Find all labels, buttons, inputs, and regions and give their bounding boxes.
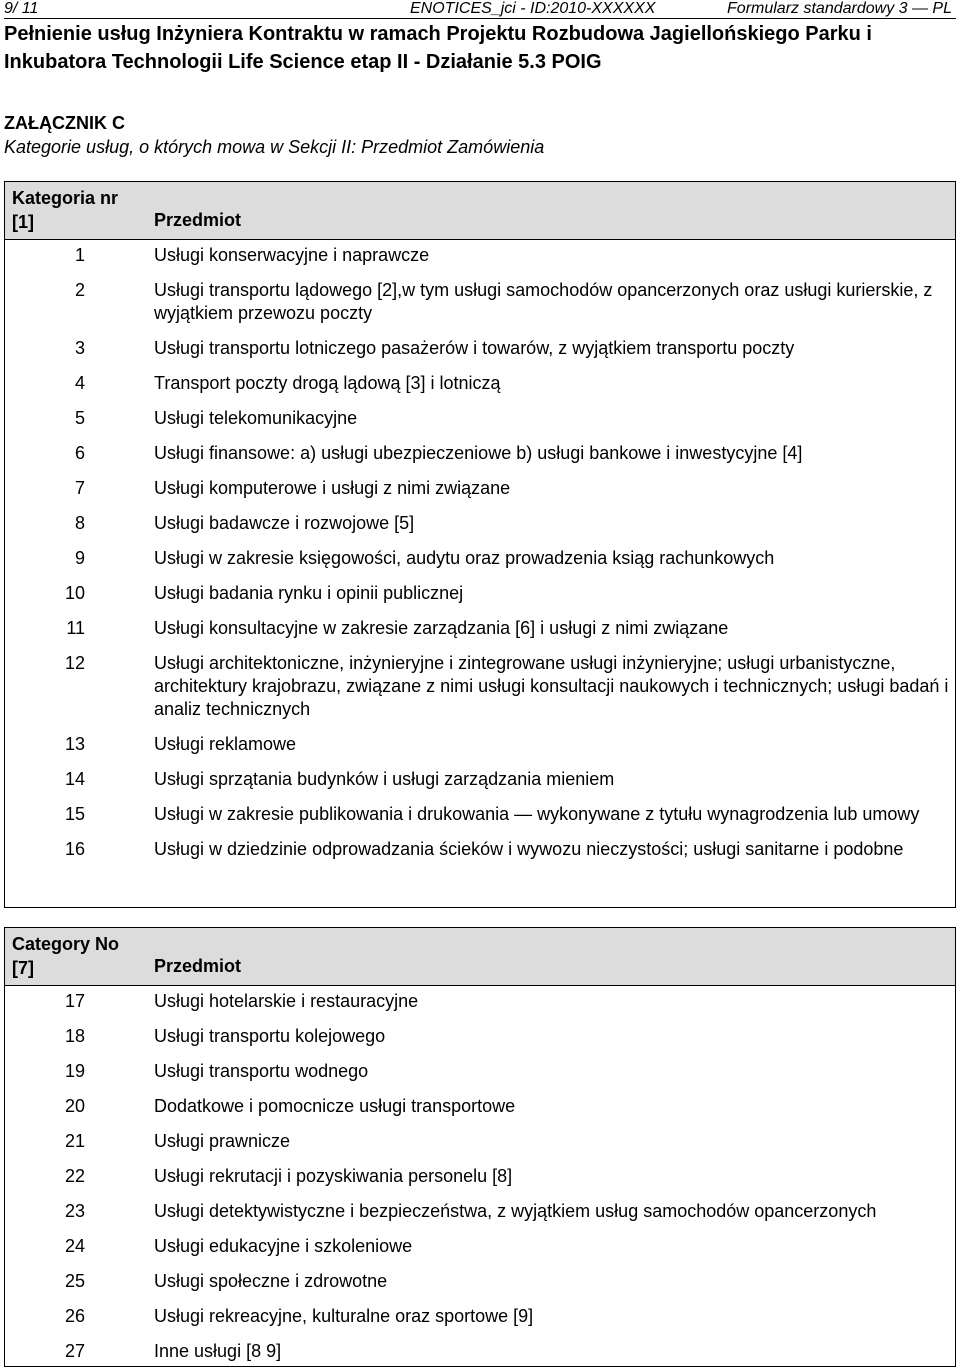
category-description: Inne usługi [8 9] — [154, 1341, 282, 1361]
table-header — [5, 182, 955, 240]
category-number: 14 — [64, 769, 85, 789]
column-header-category-number: Category No [7] — [12, 934, 120, 978]
table-row — [5, 1340, 955, 1363]
category-number: 8 — [74, 513, 85, 533]
column-header-subject: Przedmiot — [154, 210, 242, 230]
category-number: 10 — [64, 583, 85, 603]
category-description: Usługi transportu lotniczego pasażerów i towarów, z wyjątkiem transportu poczty — [154, 338, 795, 358]
running-header — [4, 0, 956, 20]
table-row — [5, 1165, 955, 1188]
table-row — [5, 1060, 955, 1083]
category-number: 5 — [74, 408, 85, 428]
category-number: 11 — [66, 618, 85, 638]
header-divider — [4, 18, 956, 19]
category-number: 27 — [64, 1341, 85, 1361]
category-description: Usługi rekreacyjne, kulturalne oraz sportowe [9] — [154, 1306, 534, 1326]
table-row — [5, 652, 955, 721]
category-description: Transport poczty drogą lądową [3] i lotniczą — [154, 373, 501, 393]
page-number: 9/ 11 — [4, 0, 39, 17]
category-number: 21 — [64, 1131, 85, 1151]
category-number: 2 — [74, 280, 85, 300]
category-description: Usługi edukacyjne i szkoleniowe — [154, 1236, 413, 1256]
table-row — [5, 582, 955, 605]
category-description: Usługi konserwacyjne i naprawcze — [154, 245, 430, 265]
category-number: 9 — [74, 548, 85, 568]
category-number: 17 — [64, 991, 85, 1011]
category-number: 19 — [64, 1061, 85, 1081]
category-number: 18 — [64, 1026, 85, 1046]
category-table-2 — [4, 927, 956, 1367]
category-description: Usługi badania rynku i opinii publicznej — [154, 583, 464, 603]
category-description: Usługi detektywistyczne i bezpieczeństwa, z wyjątkiem usług samochodów opancerzonych — [154, 1201, 877, 1221]
category-description: Usługi hotelarskie i restauracyjne — [154, 991, 419, 1011]
table-row — [5, 1305, 955, 1328]
category-number: 7 — [74, 478, 85, 498]
annex-subtitle: Kategorie usług, o których mowa w Sekcji II: Przedmiot Zamówienia — [4, 137, 545, 157]
table-row — [5, 803, 955, 826]
table-row — [5, 244, 955, 267]
table-body — [5, 986, 955, 1363]
table-row — [5, 1095, 955, 1118]
category-description: Usługi w zakresie publikowania i drukowania — wykonywane z tytułu wynagrodzenia lub umowy — [154, 804, 920, 824]
table-row — [5, 733, 955, 756]
category-number: 24 — [64, 1236, 85, 1256]
category-number: 13 — [64, 734, 85, 754]
table-header — [5, 928, 955, 986]
table-row — [5, 768, 955, 791]
category-description: Usługi transportu wodnego — [154, 1061, 369, 1081]
category-number: 23 — [64, 1201, 85, 1221]
document-title: Pełnienie usług Inżyniera Kontraktu w ramach Projektu Rozbudowa Jagiellońskiego Parku i Inkubatora Technologii Life Science etap II - Działanie 5.3 POIG — [4, 23, 872, 73]
table-row — [5, 1130, 955, 1153]
category-description: Usługi reklamowe — [154, 734, 297, 754]
table-row — [5, 1025, 955, 1048]
table-row — [5, 1200, 955, 1223]
table-row — [5, 372, 955, 395]
category-number: 16 — [64, 839, 85, 859]
category-description: Usługi finansowe: a) usługi ubezpieczeniowe b) usługi bankowe i inwestycyjne [4] — [154, 443, 803, 463]
category-description: Usługi społeczne i zdrowotne — [154, 1271, 388, 1291]
table-row — [5, 337, 955, 360]
category-number: 12 — [64, 653, 85, 673]
category-description: Usługi komputerowe i usługi z nimi związane — [154, 478, 511, 498]
category-description: Usługi konsultacyjne w zakresie zarządzania [6] i usługi z nimi związane — [154, 618, 729, 638]
column-header-category-number: Kategoria nr [1] — [12, 188, 119, 232]
category-description: Usługi rekrutacji i pozyskiwania personelu [8] — [154, 1166, 513, 1186]
category-description: Usługi sprzątania budynków i usługi zarządzania mieniem — [154, 769, 615, 789]
notice-id: ENOTICES_jci - ID:2010-XXXXXX — [410, 0, 656, 17]
table-row — [5, 442, 955, 465]
table-row — [5, 617, 955, 640]
category-description: Usługi w dziedzinie odprowadzania ścieków i wywozu nieczystości; usługi sanitarne i podobne — [154, 839, 904, 859]
category-description: Usługi prawnicze — [154, 1131, 291, 1151]
category-description: Dodatkowe i pomocnicze usługi transportowe — [154, 1096, 516, 1116]
category-description: Usługi w zakresie księgowości, audytu oraz prowadzenia ksiąg rachunkowych — [154, 548, 775, 568]
table-row — [5, 547, 955, 570]
table-row — [5, 477, 955, 500]
category-number: 25 — [64, 1271, 85, 1291]
category-number: 1 — [74, 245, 85, 265]
category-description: Usługi transportu kolejowego — [154, 1026, 386, 1046]
category-table-1 — [4, 181, 956, 908]
category-description: Usługi badawcze i rozwojowe [5] — [154, 513, 415, 533]
table-row — [5, 279, 955, 325]
annex-title: ZAŁĄCZNIK C — [4, 113, 125, 133]
table-row — [5, 1270, 955, 1293]
category-number: 26 — [64, 1306, 85, 1326]
category-description: Usługi telekomunikacyjne — [154, 408, 358, 428]
form-type: Formularz standardowy 3 — PL — [727, 0, 952, 17]
category-number: 3 — [74, 338, 85, 358]
category-description: Usługi architektoniczne, inżynieryjne i zintegrowane usługi inżynieryjne; usługi urbanistyczne, architektury krajobrazu, związane z nimi usługi konsultacji naukowych i technicznych; usługi badań i analiz technicznych — [154, 653, 949, 719]
category-number: 6 — [74, 443, 85, 463]
category-number: 22 — [64, 1166, 85, 1186]
table-body — [5, 240, 955, 861]
category-number: 15 — [64, 804, 85, 824]
table-row — [5, 838, 955, 861]
category-number: 4 — [74, 373, 85, 393]
category-number: 20 — [64, 1096, 85, 1116]
table-row — [5, 990, 955, 1013]
column-header-subject: Przedmiot — [154, 956, 242, 976]
table-row — [5, 512, 955, 535]
category-description: Usługi transportu lądowego [2],w tym usługi samochodów opancerzonych oraz usługi kurierskie, z wyjątkiem przewozu poczty — [154, 280, 933, 323]
table-row — [5, 1235, 955, 1258]
table-row — [5, 407, 955, 430]
